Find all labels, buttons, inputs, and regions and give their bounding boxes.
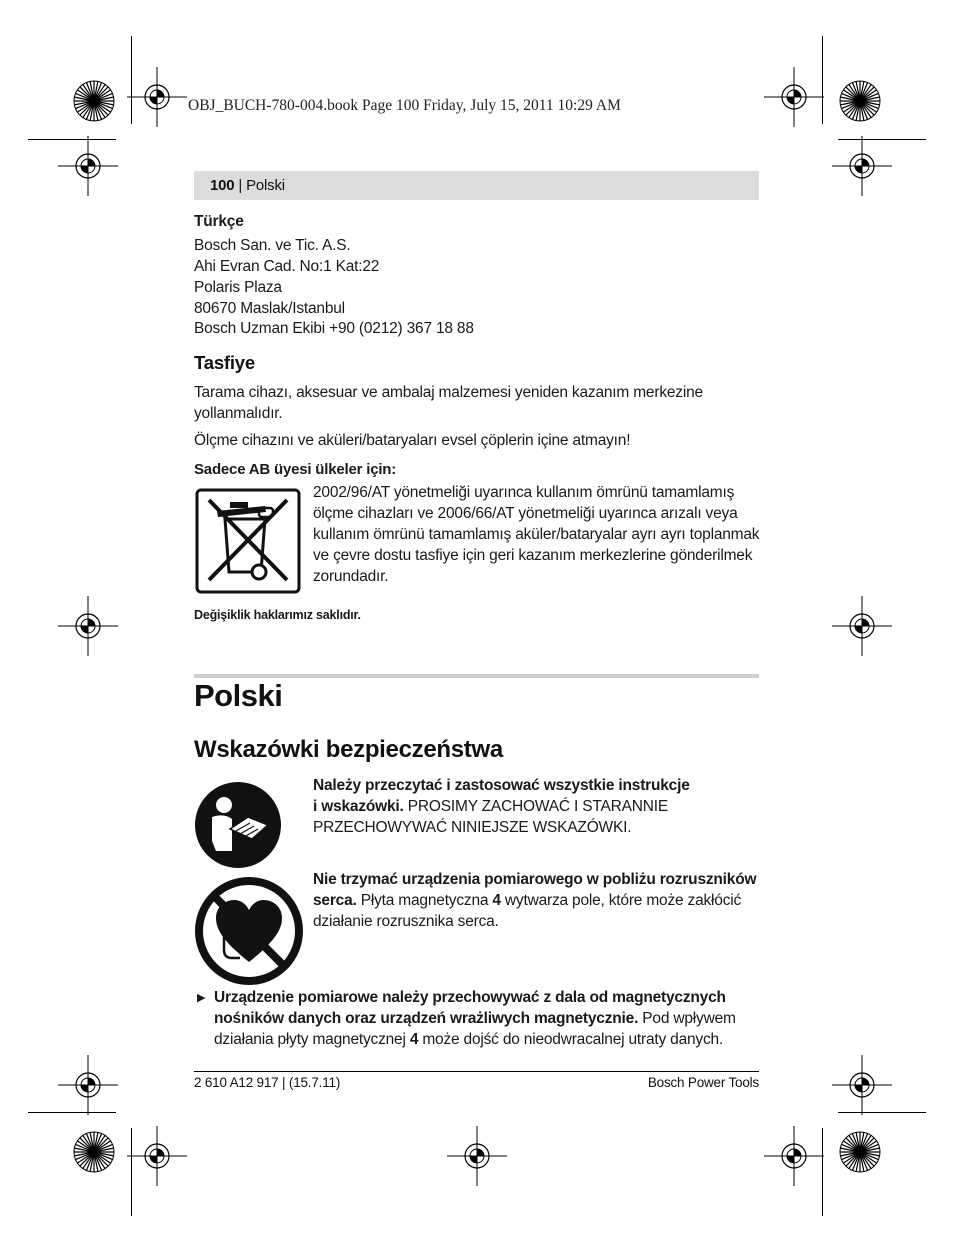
tasfiye-heading: Tasfiye	[194, 352, 255, 373]
tasfiye-para2: Ölçme cihazını ve aküleri/bataryaları evsel çöplerin içine atmayın!	[194, 432, 631, 449]
warning2-bold-line: Nie trzymać urządzenia pomiarowego w pobliżu rozruszników	[313, 871, 757, 888]
section-title: Polski	[194, 678, 283, 713]
warning1-bold-text: i wskazówki.	[313, 798, 404, 815]
header-section: Polski	[246, 177, 285, 194]
warning1-bold-line: Należy przeczytać i zastosować wszystkie instrukcje	[313, 777, 690, 794]
bullet-line	[214, 1008, 736, 1029]
registration-target-mark	[58, 596, 118, 656]
warning1-text: PROSIMY ZACHOWAĆ I STARANNIE	[403, 798, 668, 815]
address-line: Bosch Uzman Ekibi +90 (0212) 367 18 88	[194, 320, 474, 337]
registration-target-mark	[127, 67, 187, 127]
registration-target-mark	[832, 136, 892, 196]
bullet-reference: 4	[409, 1031, 419, 1048]
address-line: 80670 Maslak/Istanbul	[194, 300, 345, 317]
eu-text-line: ve çevre dostu tasfiye için geri kazanım merkezlerine gönderilmek	[313, 547, 753, 564]
bullet-marker-icon: ▶	[197, 992, 206, 1004]
bullet-line	[214, 1029, 723, 1050]
warning1-line	[313, 796, 668, 817]
tasfiye-para1-line: yollanmalıdır.	[194, 405, 283, 422]
bullet-bold-text: nośników danych oraz urządzeń wrażliwych magnetycznie.	[214, 1010, 639, 1027]
bullet-text: Pod wpływem	[638, 1010, 736, 1027]
section-subtitle: Wskazówki bezpieczeństwa	[194, 736, 503, 763]
registration-target-mark	[447, 1126, 507, 1186]
registration-target-mark	[764, 67, 824, 127]
crossed-bin-icon	[195, 488, 301, 594]
registration-target-mark	[764, 1126, 824, 1186]
address-line: Polaris Plaza	[194, 279, 282, 296]
star-target-mark	[840, 81, 880, 121]
page-number: 100	[210, 177, 235, 194]
book-header: OBJ_BUCH-780-004.book Page 100 Friday, July 15, 2011 10:29 AM	[188, 97, 621, 114]
star-target-mark	[74, 1132, 114, 1172]
star-target-mark	[74, 81, 114, 121]
warning2-bold-text: serca.	[313, 892, 357, 909]
footer-divider	[194, 1071, 759, 1072]
page-header-bar	[194, 171, 759, 200]
registration-target-mark	[58, 1055, 118, 1115]
rights-reserved-note: Değişiklik haklarımız saklıdır.	[194, 608, 361, 622]
registration-target-mark	[832, 1055, 892, 1115]
no-pacemaker-icon	[194, 876, 304, 986]
eu-text-line: ölçme cihazları ve 2006/66/AT yönetmeliği uyarınca arızalı veya	[313, 505, 738, 522]
read-manual-icon	[194, 781, 282, 869]
eu-text-line: kullanım ömrünü tamamlamış aküler/bataryalar ayrı ayrı toplanmak	[313, 526, 760, 543]
header-separator: |	[234, 177, 247, 194]
star-target-mark	[840, 1132, 880, 1172]
tasfiye-para1-line: Tarama cihazı, aksesuar ve ambalaj malzemesi yeniden kazanım merkezine	[194, 384, 703, 401]
registration-target-mark	[58, 136, 118, 196]
warning2-text-line: działanie rozrusznika serca.	[313, 913, 499, 930]
warning2-line	[313, 890, 741, 911]
eu-text-line: zorundadır.	[313, 568, 389, 585]
turkce-heading: Türkçe	[194, 213, 244, 230]
address-line: Ahi Evran Cad. No:1 Kat:22	[194, 258, 380, 275]
address-line: Bosch San. ve Tic. A.S.	[194, 237, 351, 254]
registration-target-mark	[832, 596, 892, 656]
eu-heading: Sadece AB üyesi ülkeler için:	[194, 461, 397, 478]
bullet-text: działania płyty magnetycznej	[214, 1031, 410, 1048]
bullet-bold-line: Urządzenie pomiarowe należy przechowywać z dala od magnetycznych	[214, 989, 726, 1006]
bullet-text: może dojść do nieodwracalnej utraty danych.	[418, 1031, 724, 1048]
warning2-text: Płyta magnetyczna	[356, 892, 493, 909]
warning2-text: wytwarza pole, które może zakłócić	[500, 892, 742, 909]
registration-target-mark	[127, 1126, 187, 1186]
eu-text-line: 2002/96/AT yönetmeliği uyarınca kullanım ömrünü tamamlamış	[313, 484, 735, 501]
warning1-text-line: PRZECHOWYWAĆ NINIEJSZE WSKAZÓWKI.	[313, 819, 632, 836]
footer-document-number: 2 610 A12 917 | (15.7.11)	[194, 1075, 341, 1090]
footer-brand: Bosch Power Tools	[647, 1075, 759, 1090]
warning2-reference: 4	[492, 892, 501, 909]
